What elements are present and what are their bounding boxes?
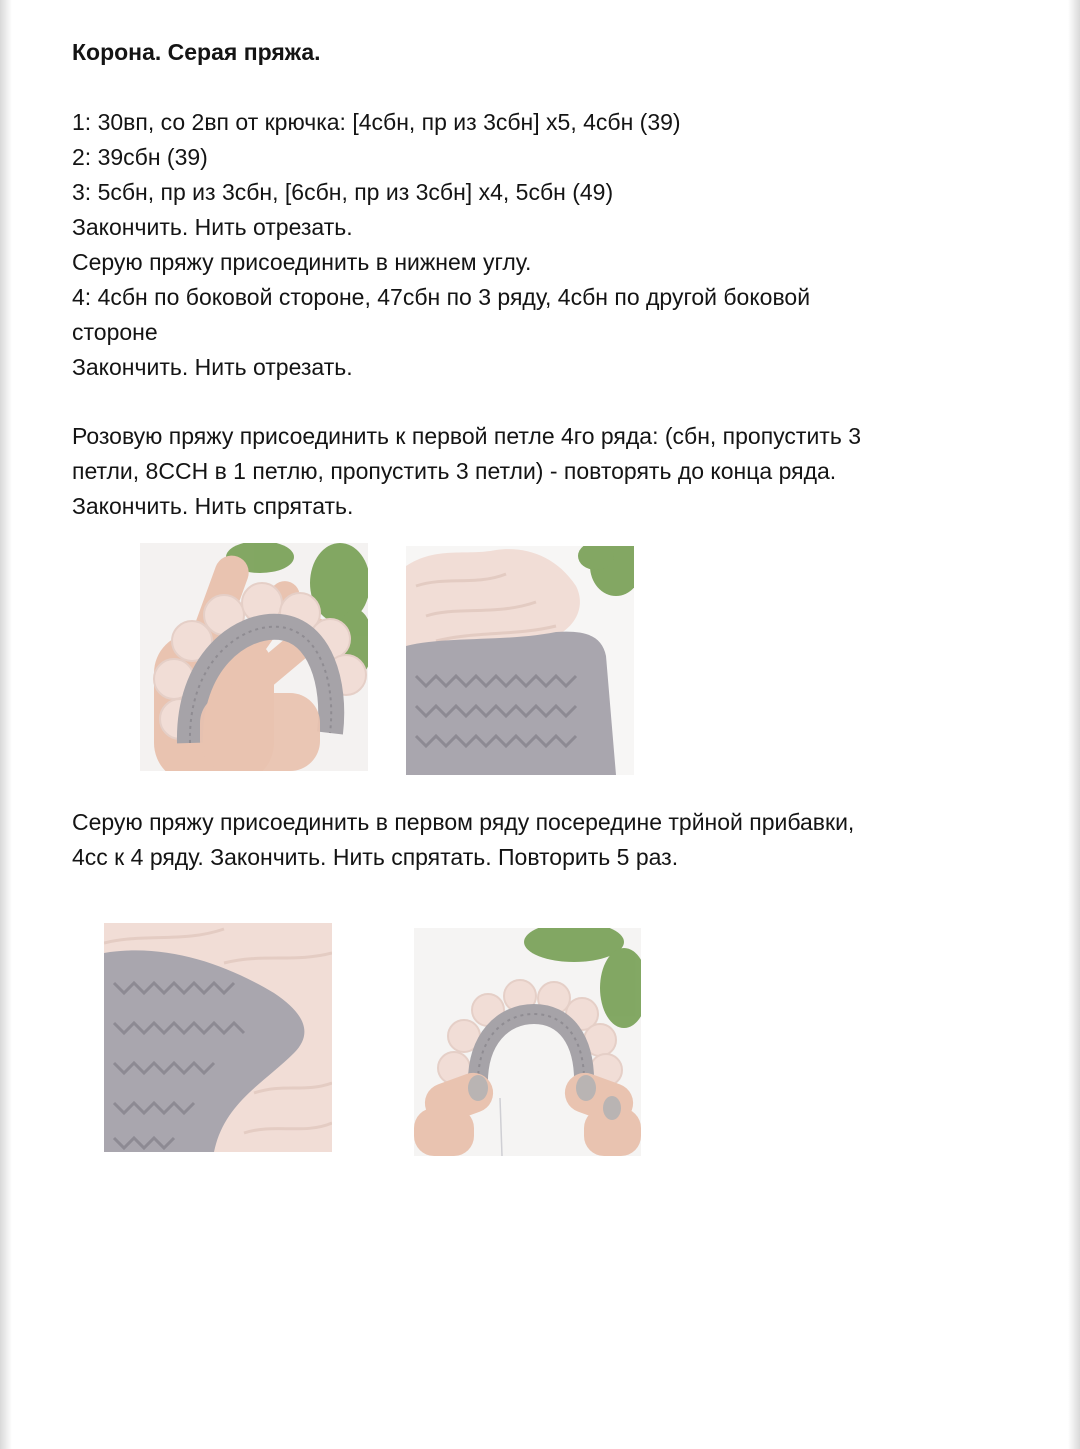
photo-grey-band-closeup	[104, 923, 332, 1152]
pattern-title	[72, 35, 1012, 70]
instruction-line: Розовую пряжу присоединить к первой петле 4го ряда: (сбн, пропустить 3	[72, 423, 861, 449]
instruction-line: петли, 8ССН в 1 петлю, пропустить 3 петли) - повторять до конца ряда.	[72, 458, 837, 484]
row-line: стороне	[72, 319, 158, 345]
row-line: 1: 30вп, со 2вп от крючка: [4сбн, пр из 3сбн] х5, 4сбн (39)	[72, 109, 681, 135]
row-line: Закончить. Нить отрезать.	[72, 214, 353, 240]
instruction-line: 4сс к 4 ряду. Закончить. Нить спрятать. Повторить 5 раз.	[72, 844, 679, 870]
row-line: Серую пряжу присоединить в нижнем углу.	[72, 249, 532, 275]
row-line: Закончить. Нить отрезать.	[72, 354, 353, 380]
row-line: 2: 39сбн (39)	[72, 144, 208, 170]
rows-instructions	[72, 105, 1012, 385]
pink-yarn-instructions	[72, 419, 1012, 524]
row-line: 3: 5сбн, пр из 3сбн, [6сбн, пр из 3сбн] х4, 5сбн (49)	[72, 179, 614, 205]
photo-stitch-closeup	[406, 546, 634, 775]
page-shadow-left	[0, 0, 12, 1449]
page-shadow-right	[1068, 0, 1080, 1449]
grey-yarn-instructions	[72, 805, 1012, 875]
row-line: 4: 4сбн по боковой стороне, 47сбн по 3 ряду, 4сбн по другой боковой	[72, 284, 811, 310]
photo-crown-on-hand	[140, 543, 368, 771]
instruction-line: Закончить. Нить спрятать.	[72, 493, 354, 519]
photo-crown-held-by-fingers	[414, 928, 641, 1156]
instruction-line: Серую пряжу присоединить в первом ряду посередине трйной прибавки,	[72, 809, 855, 835]
title-text: Корона. Серая пряжа.	[72, 39, 321, 65]
